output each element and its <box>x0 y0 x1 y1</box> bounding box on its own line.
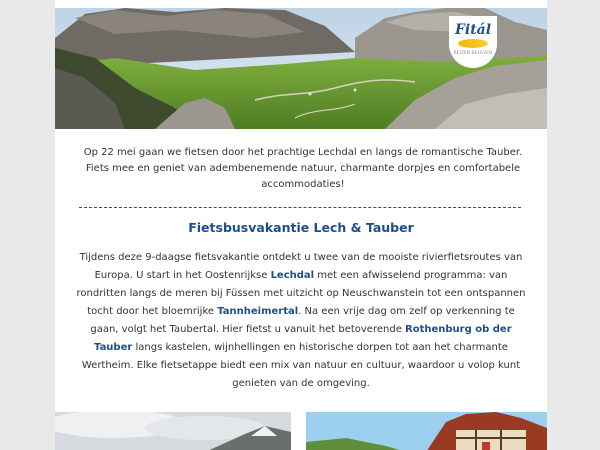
photo-mountains[interactable] <box>55 412 291 450</box>
body-text-2: met een afwisselend programma: van rondritten langs de meren bij Füssen met uitzicht op Neuschwanstein tot een ontspannen tocht door het bloemrijke <box>76 270 526 317</box>
body-text-4: langs kastelen, wijnhellingen en historische dorpen tot aan het charmante Wertheim. Elke fietsetappe biedt een mix van natuur en cultuur, waardoor u volop kunt genieten van de omgeving. <box>81 342 521 389</box>
highlight-tannheimertal: Tannheimertal <box>217 306 299 317</box>
highlight-lechdal: Lechdal <box>270 270 315 281</box>
body-text-1: Tijdens deze 9-daagse fietsvakantie ontdekt u twee van de mooiste rivierfietsroutes van Europa. U start in het Oostenrijkse <box>79 252 523 281</box>
half-timbered-town-illustration <box>306 412 547 450</box>
fital-logo[interactable] <box>449 16 497 68</box>
logo-tagline: REIZEN BELEVEN <box>453 50 493 55</box>
logo-brand: Fitál <box>454 22 492 38</box>
logo-swoosh-icon <box>458 39 488 48</box>
section-body <box>74 249 528 393</box>
dashed-divider <box>79 207 521 208</box>
body-text-3: . Na een vrije dag om zelf op verkenning te gaan, volgt het Taubertal. Hier fietst u vanuit het betoverende <box>90 306 515 335</box>
hero-image <box>55 8 547 129</box>
section-title: Fietsbusvakantie Lech & Tauber <box>188 220 414 235</box>
newsletter-card <box>55 0 547 450</box>
cloudy-mountain-illustration <box>55 412 291 450</box>
photo-town[interactable] <box>306 412 547 450</box>
highlight-rothenburg: Rothenburg ob der Tauber <box>94 324 512 353</box>
intro-text: Op 22 mei gaan we fietsen door het prachtige Lechdal en langs de romantische Tauber. Fiets mee en geniet van adembenemende natuur, charmante dorpjes en comfortabele accommodaties! <box>83 147 523 190</box>
